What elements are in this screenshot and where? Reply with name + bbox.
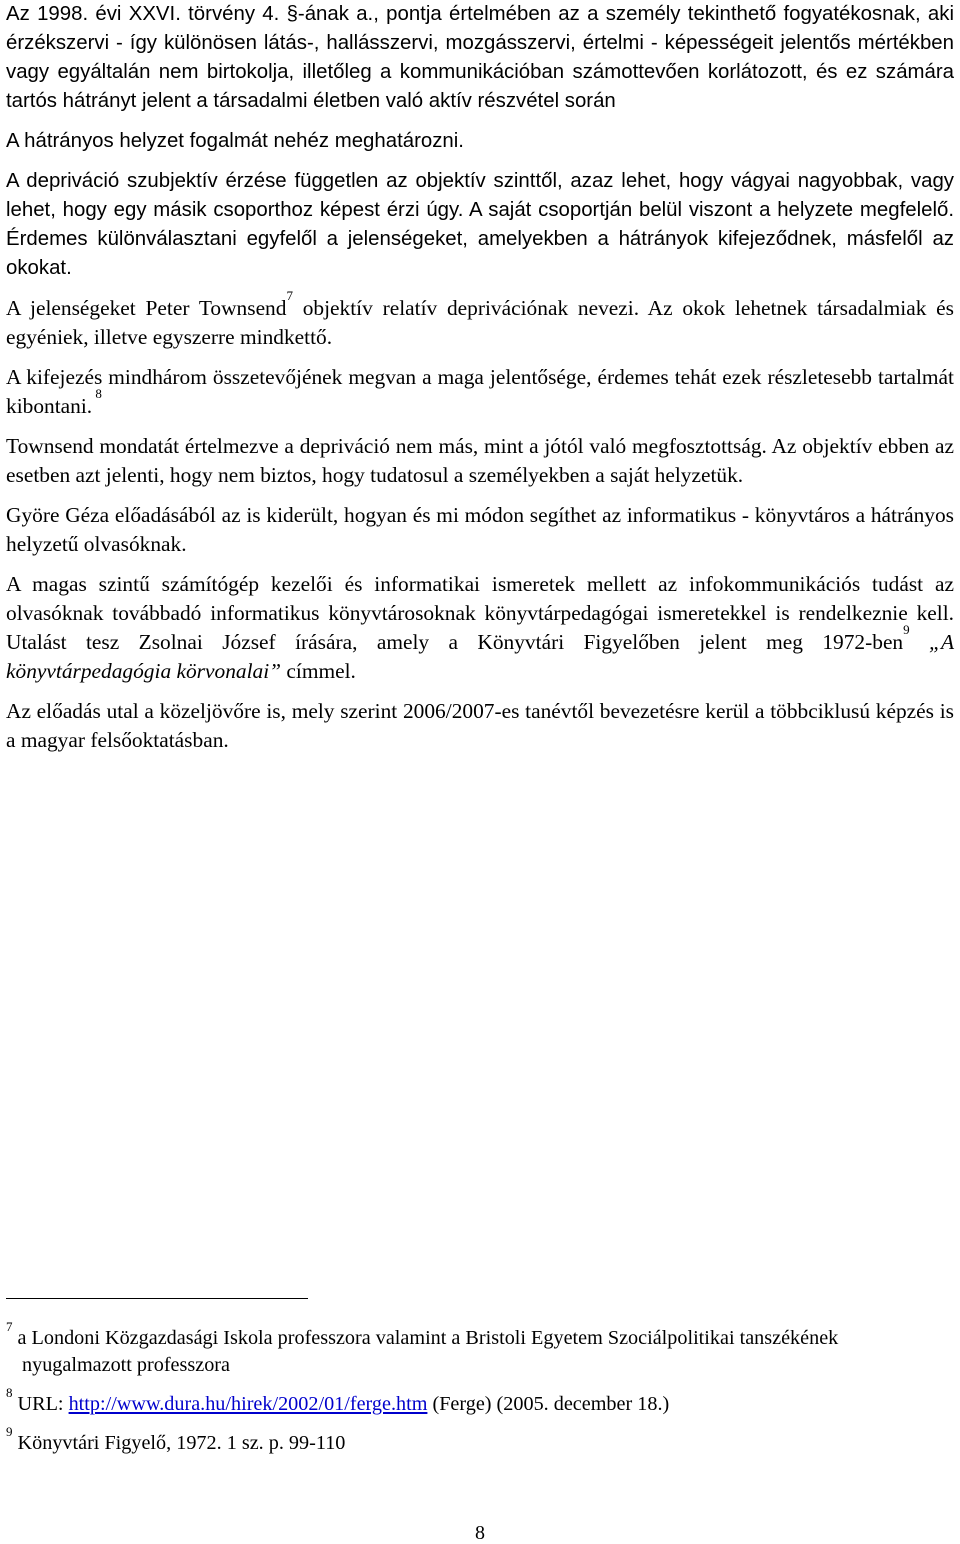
footnote-7 [6, 1319, 956, 1379]
footnote-9 [6, 1424, 956, 1457]
page-number: 8 [475, 1522, 485, 1544]
footnote-ref-8[interactable]: 8 [92, 386, 102, 401]
paragraph-components [6, 363, 954, 421]
paragraph-townsend [6, 288, 954, 352]
paragraph-components-text: A kifejezés mindhárom összetevőjének megvan a maga jelentősége, érdemes tehát ezek részletesebb tartalmát kibontani. [6, 365, 954, 418]
paragraph-townsend-interpretation: Townsend mondatát értelmezve a depriváció nem más, mint a jótól való megfosztottság. Az objektív ebben az esetben azt jelenti, hogy nem biztos, hogy tudatosul a személyekben a saját helyzetük. [6, 434, 954, 487]
footnote-8-prefix: URL: [12, 1393, 69, 1415]
footnote-7-line1: a Londoni Közgazdasági Iskola professzora valamint a Bristoli Egyetem Szociálpolitikai tanszékének [12, 1327, 839, 1349]
paragraph-disadvantage-concept: A hátrányos helyzet fogalmát nehéz meghatározni. [6, 130, 464, 152]
paragraph-deprivation-subjective: A depriváció szubjektív érzése független az objektív szinttől, azaz lehet, hogy vágyai nagyobbak, vagy lehet, hogy egy másik csoporthoz képest érzi úgy. A saját csoportján belül viszont a helyzete megfelelő. Érdemes különválasztani egyfelől a jelenségeket, amelyekben a hátrányok kifejeződnek, másfelől az okokat. [6, 170, 954, 279]
paragraph-gyore-lecture: Györe Géza előadásából az is kiderült, hogyan és mi módon segíthet az informatikus - könyvtáros a hátrányos helyzetű olvasóknak. [6, 503, 954, 556]
paragraph-librarian-skills-text-b: címmel. [281, 659, 356, 683]
paragraph-disability-definition: Az 1998. évi XXVI. törvény 4. §-ának a., pontja értelmében az a személy tekinthető fogyatékosnak, aki érzékszervi - így különösen látás-, hallásszervi, mozgásszervi, értelmi - képességeit jelentős mértékben vagy egyáltalán nem birtokolja, illetőleg a kommunikációban számottevően korlátozott, és ez számára tartós hátrányt jelent a társadalmi életben való aktív részvétel során [6, 3, 954, 112]
footnote-7-line2: nyugalmazott professzora [22, 1354, 230, 1376]
footnote-7-number: 7 [6, 1319, 13, 1334]
paragraph-townsend-text-b: objektív relatív deprivációnak nevezi. Az okok lehetnek társadalmiak és egyéniek, illetve egyszerre mindkettő. [6, 296, 954, 349]
paragraph-future-education: Az előadás utal a közeljövőre is, mely szerint 2006/2007-es tanévtől bevezetésre kerül a többciklusú képzés is a magyar felsőoktatásban. [6, 699, 954, 752]
footnote-9-number: 9 [6, 1424, 13, 1439]
footnote-8-link[interactable]: http://www.dura.hu/hirek/2002/01/ferge.htm [68, 1393, 428, 1415]
footnote-8-number: 8 [6, 1385, 13, 1400]
document-body [6, 0, 954, 755]
footnote-8 [6, 1385, 956, 1418]
paragraph-librarian-skills [6, 570, 954, 686]
footnotes [6, 1319, 956, 1457]
paragraph-librarian-skills-text-a: A magas szintű számítógép kezelői és informatikai ismeretek mellett az infokommunikációs tudást az olvasóknak továbbadó informatikus könyvtárosoknak könyvtárpedagógai ismeretekkel is rendelkeznie kell. Utalást tesz Zsolnai József írására, amely a Könyvtári Figyelőben jelent meg 1972-ben [6, 572, 954, 654]
footnote-8-suffix: (Ferge) (2005. december 18.) [427, 1393, 670, 1415]
footnote-ref-7[interactable]: 7 [286, 288, 293, 303]
paragraph-townsend-text-a: A jelenségeket Peter Townsend [6, 296, 287, 320]
footnote-separator [6, 1298, 308, 1299]
footnote-ref-9[interactable]: 9 [903, 622, 910, 637]
footnote-9-text: Könyvtári Figyelő, 1972. 1 sz. p. 99-110 [12, 1432, 346, 1454]
article-title: „A könyvtárpedagógia körvonalai” [6, 630, 955, 683]
